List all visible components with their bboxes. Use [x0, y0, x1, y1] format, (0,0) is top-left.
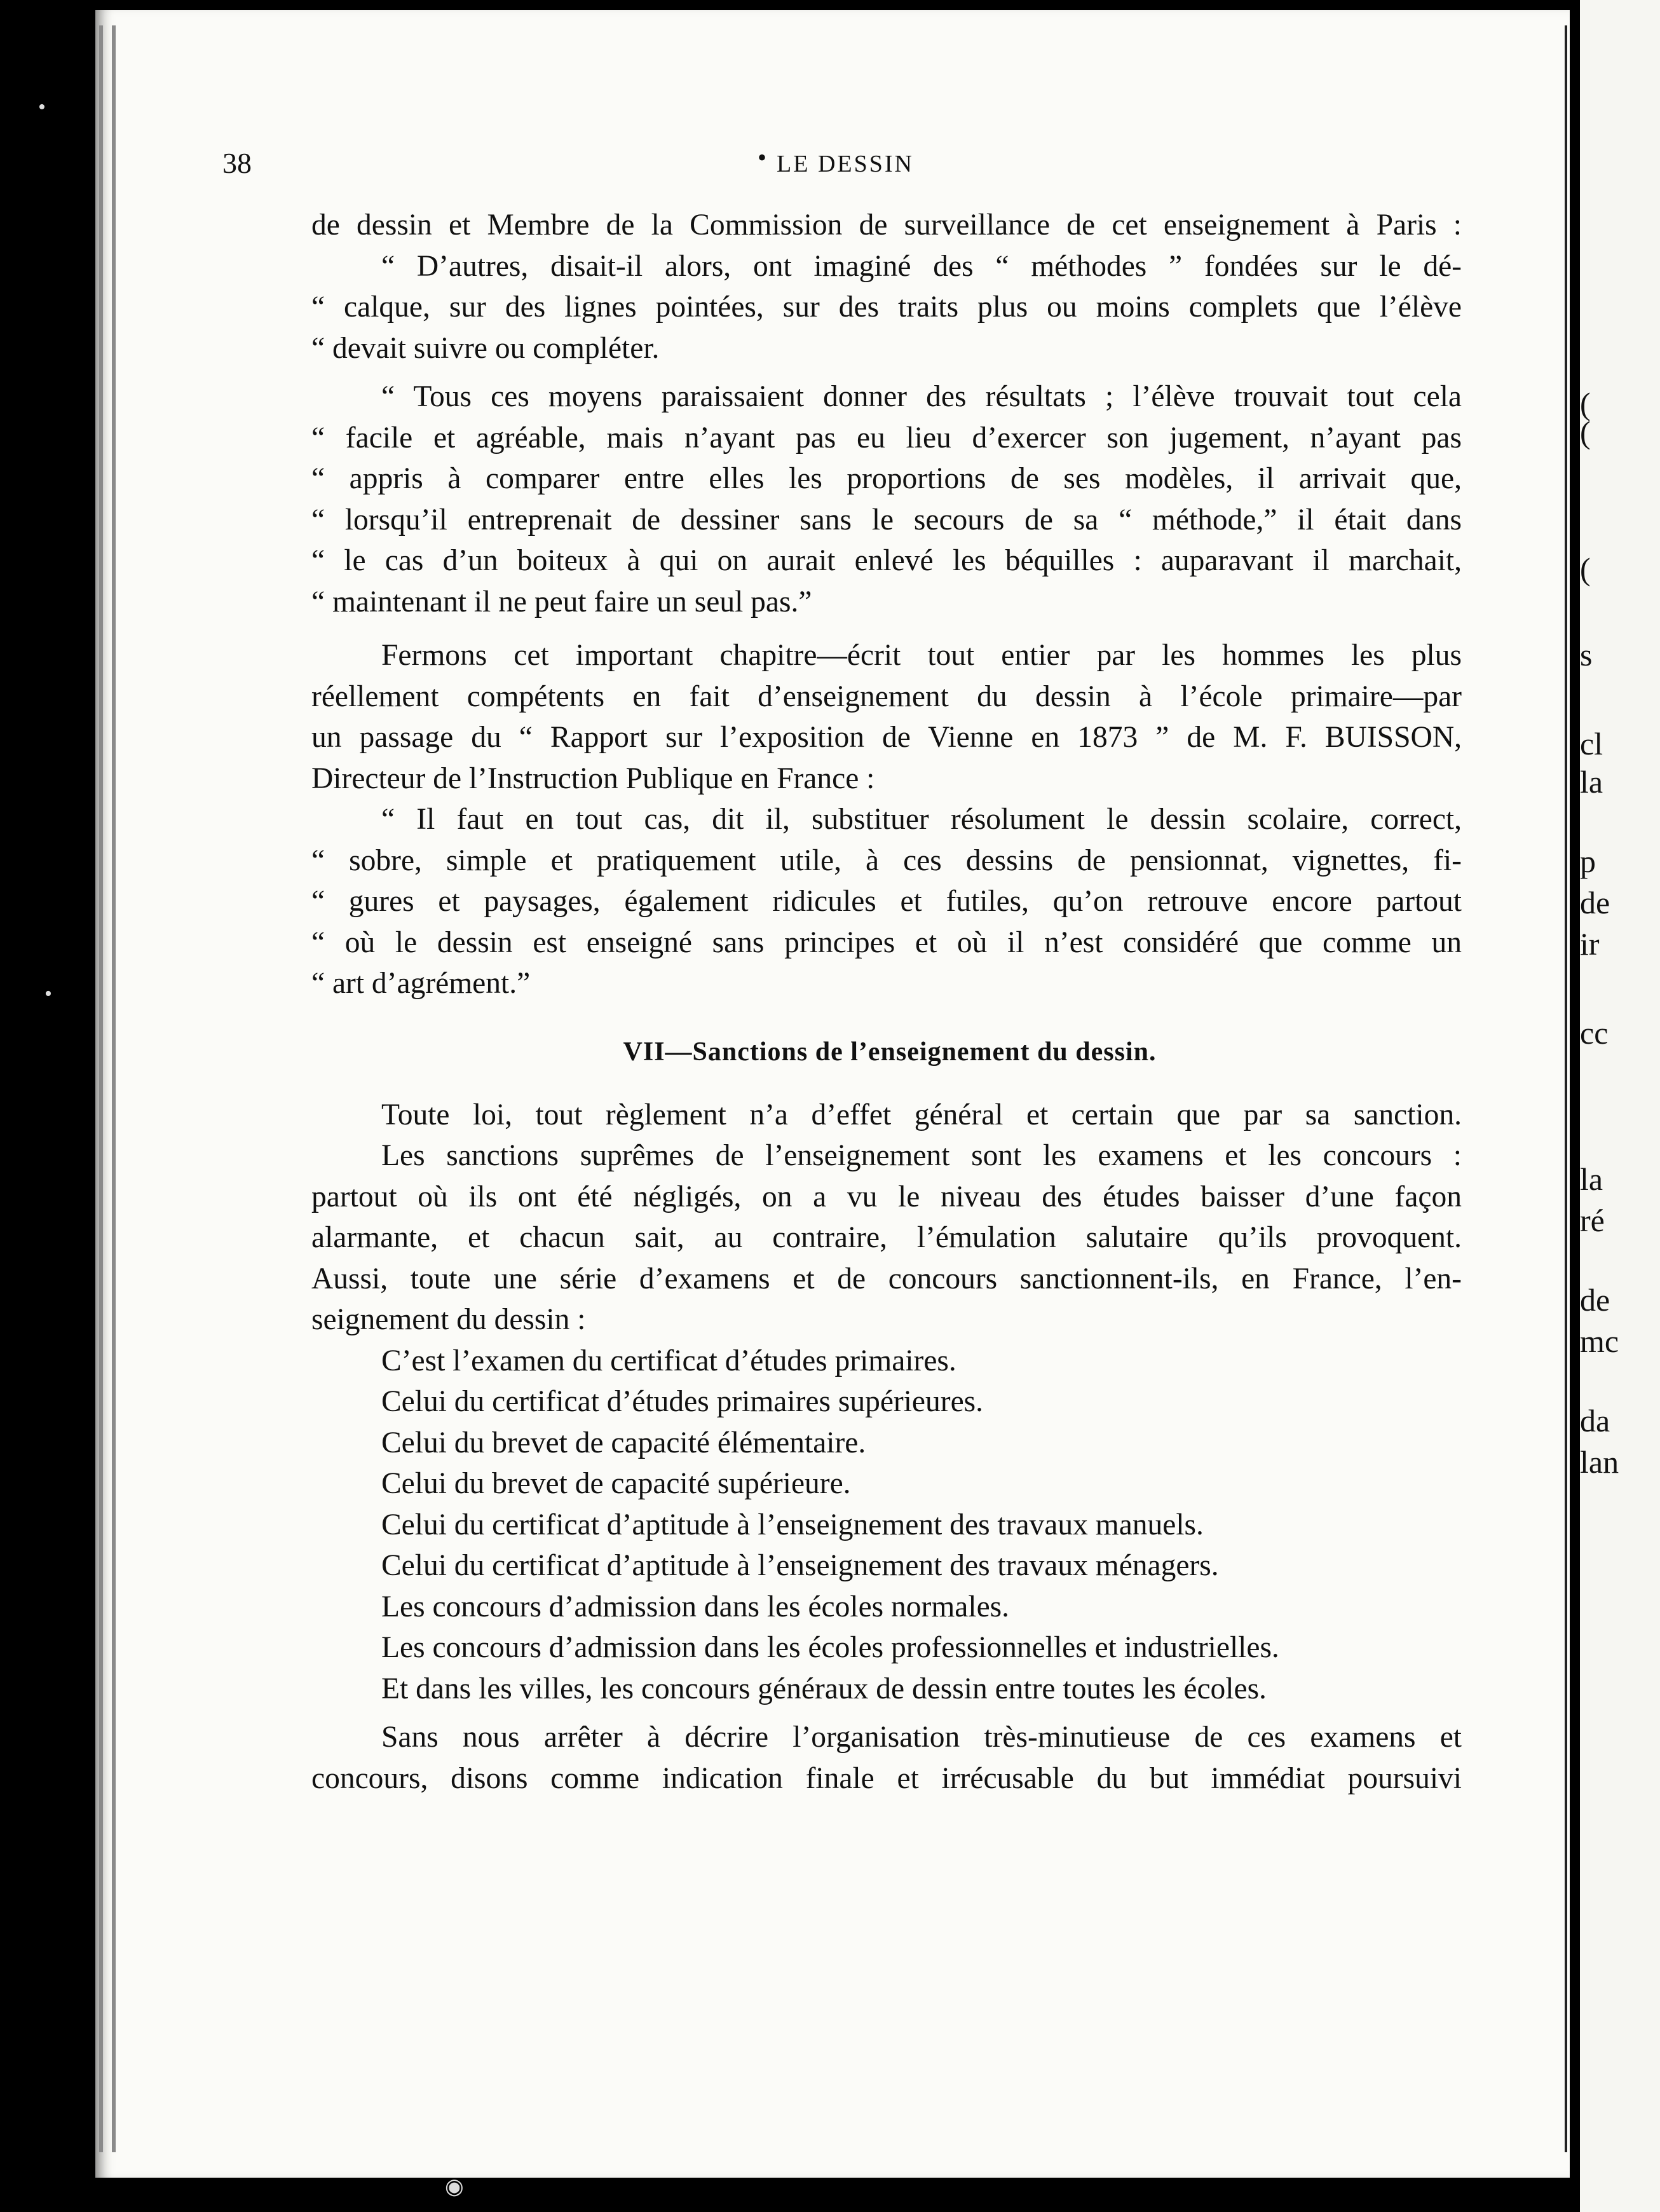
text-line: “ le cas d’un boiteux à qui on aurait enlevé les béquilles : auparavant il marchait,: [311, 544, 1462, 577]
list-item: Celui du brevet de capacité supérieure.: [381, 1467, 851, 1500]
text-line: réellement compétents en fait d’enseignement du dessin à l’école primaire—par: [311, 679, 1462, 713]
facing-fragment: ir: [1580, 926, 1600, 962]
facing-fragment: cl: [1580, 726, 1603, 761]
scan-speck-icon: •: [38, 95, 46, 119]
text-line: Les sanctions suprêmes de l’enseignement sont les examens et les concours :: [381, 1139, 1462, 1172]
facing-fragment: da: [1580, 1403, 1610, 1438]
text-line: “ devait suivre ou compléter.: [311, 331, 660, 365]
list-item: Celui du certificat d’aptitude à l’enseignement des travaux ménagers.: [381, 1549, 1219, 1582]
facing-fragment: de: [1580, 1282, 1610, 1318]
text-line: un passage du “ Rapport sur l’exposition de Vienne en 1873 ” de M. F. BUISSON,: [311, 721, 1462, 754]
header-bullet-icon: •: [758, 143, 767, 172]
text-line: partout où ils ont été négligés, on a vu le niveau des études baisser d’une façon: [311, 1180, 1462, 1213]
text-line: Sans nous arrêter à décrire l’organisation très-minutieuse de ces examens et: [381, 1721, 1462, 1754]
scan-speck-icon: ◉: [445, 2175, 464, 2199]
facing-fragment: cc: [1580, 1015, 1609, 1051]
page-edge-divider: [112, 25, 116, 2152]
facing-fragment: lan: [1580, 1444, 1619, 1480]
text-line: alarmante, et chacun sait, au contraire, l’émulation salutaire qu’ils provoquent.: [311, 1221, 1462, 1254]
page-edge-divider: [99, 25, 103, 2152]
list-item: Celui du brevet de capacité élémentaire.: [381, 1426, 866, 1459]
text-line: “ où le dessin est enseigné sans principes et où il n’est considéré que comme un: [311, 925, 1462, 959]
facing-fragment: (: [1580, 386, 1591, 421]
text-line: “ gures et paysages, également ridicules et futiles, qu’on retrouve encore partout: [311, 885, 1462, 918]
text-line: Aussi, toute une série d’examens et de concours sanctionnent-ils, en France, l’en-: [311, 1262, 1462, 1295]
facing-fragment: ré: [1580, 1203, 1605, 1238]
text-line: “ D’autres, disait-il alors, ont imaginé des “ méthodes ” fondées sur le dé-: [381, 249, 1462, 283]
text-line: “ facile et agréable, mais n’ayant pas eu lieu d’exercer son jugement, n’ayant pas: [311, 421, 1462, 454]
facing-page-edge: [1580, 0, 1660, 2212]
facing-fragment: la: [1580, 1161, 1603, 1197]
text-line: “ appris à comparer entre elles les proportions de ses modèles, il arrivait que,: [311, 462, 1462, 495]
text-line: Fermons cet important chapitre—écrit tout entier par les hommes les plus: [381, 639, 1462, 672]
facing-fragment: s: [1580, 637, 1593, 672]
text-line: de dessin et Membre de la Commission de surveillance de cet enseignement à Paris :: [311, 208, 1462, 242]
facing-fragment: la: [1580, 764, 1603, 800]
facing-fragment: p: [1580, 843, 1596, 879]
facing-fragment: (: [1580, 551, 1591, 587]
text-line: “ lorsqu’il entreprenait de dessiner sans le secours de sa “ méthode,” il était dans: [311, 503, 1462, 536]
list-item: Celui du certificat d’études primaires supérieures.: [381, 1385, 984, 1418]
text-line: “ Il faut en tout cas, dit il, substituer résolument le dessin scolaire, correct,: [381, 803, 1462, 836]
running-title: LE DESSIN: [777, 151, 914, 177]
facing-fragment: de: [1580, 885, 1610, 920]
page-header: [222, 143, 1468, 184]
list-item: C’est l’examen du certificat d’études primaires.: [381, 1344, 956, 1377]
text-line: Directeur de l’Instruction Publique en France :: [311, 761, 875, 795]
text-line: “ art d’agrément.”: [311, 967, 531, 1000]
page-body: [311, 205, 1462, 1799]
page-number: 38: [222, 147, 252, 179]
gutter-line: [1565, 25, 1567, 2152]
text-line: seignement du dessin :: [311, 1303, 586, 1336]
list-item: Et dans les villes, les concours généraux de dessin entre toutes les écoles.: [381, 1672, 1267, 1705]
section-heading: VII—Sanctions de l’enseignement du dessin.: [623, 1037, 1157, 1067]
text-line: concours, disons comme indication finale et irrécusable du but immédiat poursuivi: [311, 1761, 1462, 1795]
list-item: Celui du certificat d’aptitude à l’enseignement des travaux manuels.: [381, 1508, 1204, 1541]
facing-fragment: mc: [1580, 1323, 1619, 1359]
text-line: “ calque, sur des lignes pointées, sur des traits plus ou moins complets que l’élève: [311, 290, 1462, 324]
text-line: Toute loi, tout règlement n’a d’effet général et certain que par sa sanction.: [381, 1098, 1462, 1131]
list-item: Les concours d’admission dans les écoles normales.: [381, 1590, 1010, 1623]
text-line: “ maintenant il ne peut faire un seul pas.”: [311, 585, 812, 618]
scan-speck-icon: •: [44, 982, 52, 1006]
list-item: Les concours d’admission dans les écoles professionnelles et industrielles.: [381, 1631, 1279, 1664]
facing-fragment: (: [1580, 414, 1591, 450]
text-line: “ Tous ces moyens paraissaient donner des résultats ; l’élève trouvait tout cela: [381, 380, 1462, 413]
text-line: “ sobre, simple et pratiquement utile, à ces dessins de pensionnat, vignettes, fi-: [311, 843, 1462, 877]
